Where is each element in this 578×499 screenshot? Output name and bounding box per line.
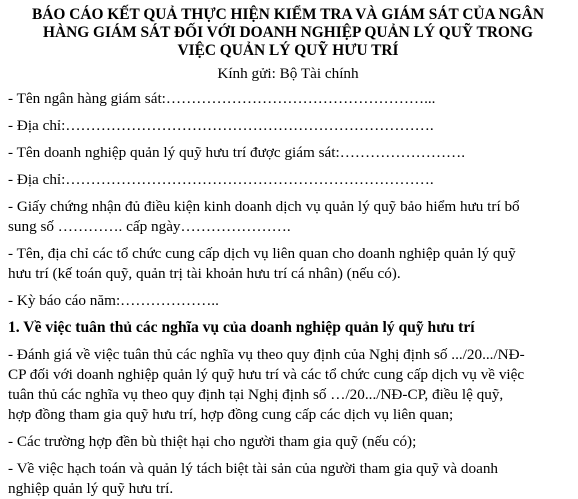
compliance-line-1: - Đánh giá về việc tuân thủ các nghĩa vụ theo quy định của Nghị định số .../20.../NĐ-	[8, 346, 525, 363]
license-field-line-2: sung số …………. cấp ngày………………….	[8, 218, 291, 235]
fund-manager-address-field: - Địa chỉ:……………………………………………………………….	[8, 171, 434, 188]
service-providers-field	[8, 244, 568, 284]
asset-segregation-line-2: nghiệp quản lý quỹ hưu trí.	[8, 480, 174, 497]
license-field-line-1: - Giấy chứng nhận đủ điều kiện kinh doanh dịch vụ quản lý quỹ bảo hiểm hưu trí bổ	[8, 198, 520, 215]
service-providers-line-1: - Tên, địa chỉ các tổ chức cung cấp dịch vụ liên quan cho doanh nghiệp quản lý quỹ	[8, 245, 516, 262]
service-providers-line-2: hưu trí (kế toán quỹ, quản trị tài khoản hưu trí cá nhân) (nếu có).	[8, 265, 401, 282]
title-line-2: HÀNG GIÁM SÁT ĐỐI VỚI DOANH NGHIỆP QUẢN LÝ QUỸ TRONG	[43, 24, 533, 41]
compliance-assessment	[8, 345, 568, 425]
recipient-line: Kính gửi: Bộ Tài chính	[217, 65, 359, 82]
section-1-heading: 1. Về việc tuân thủ các nghĩa vụ của doanh nghiệp quản lý quỹ hưu trí	[8, 319, 475, 336]
asset-segregation-line-1: - Về việc hạch toán và quản lý tách biệt tài sản của người tham gia quỹ và doanh	[8, 460, 499, 477]
title-line-3: VIỆC QUẢN LÝ QUỸ HƯU TRÍ	[177, 42, 399, 59]
reporting-period-field: - Kỳ báo cáo năm:………………..	[8, 292, 219, 309]
compensation-cases: - Các trường hợp đền bù thiệt hại cho người tham gia quỹ (nếu có);	[8, 433, 417, 450]
fund-manager-name-field: - Tên doanh nghiệp quản lý quỹ hưu trí được giám sát:…………………….	[8, 144, 465, 161]
compliance-line-2: CP đối với doanh nghiệp quản lý quỹ hưu trí và các tổ chức cung cấp dịch vụ về việc	[8, 366, 525, 383]
report-title	[8, 6, 568, 60]
title-line-1: BÁO CÁO KẾT QUẢ THỰC HIỆN KIỂM TRA VÀ GIÁM SÁT CỦA NGÂN	[32, 6, 544, 23]
asset-segregation	[8, 459, 568, 499]
compliance-line-4: hợp đồng tham gia quỹ hưu trí, hợp đồng cung cấp các dịch vụ liên quan;	[8, 406, 454, 423]
compliance-line-3: tuân thủ các nghĩa vụ theo quy định tại Nghị định số …/20.../NĐ-CP, điều lệ quỹ,	[8, 386, 504, 403]
supervising-bank-name-field: - Tên ngân hàng giám sát:……………………………………………...	[8, 90, 436, 107]
bank-address-field: - Địa chỉ:……………………………………………………………….	[8, 117, 434, 134]
license-field	[8, 197, 568, 237]
